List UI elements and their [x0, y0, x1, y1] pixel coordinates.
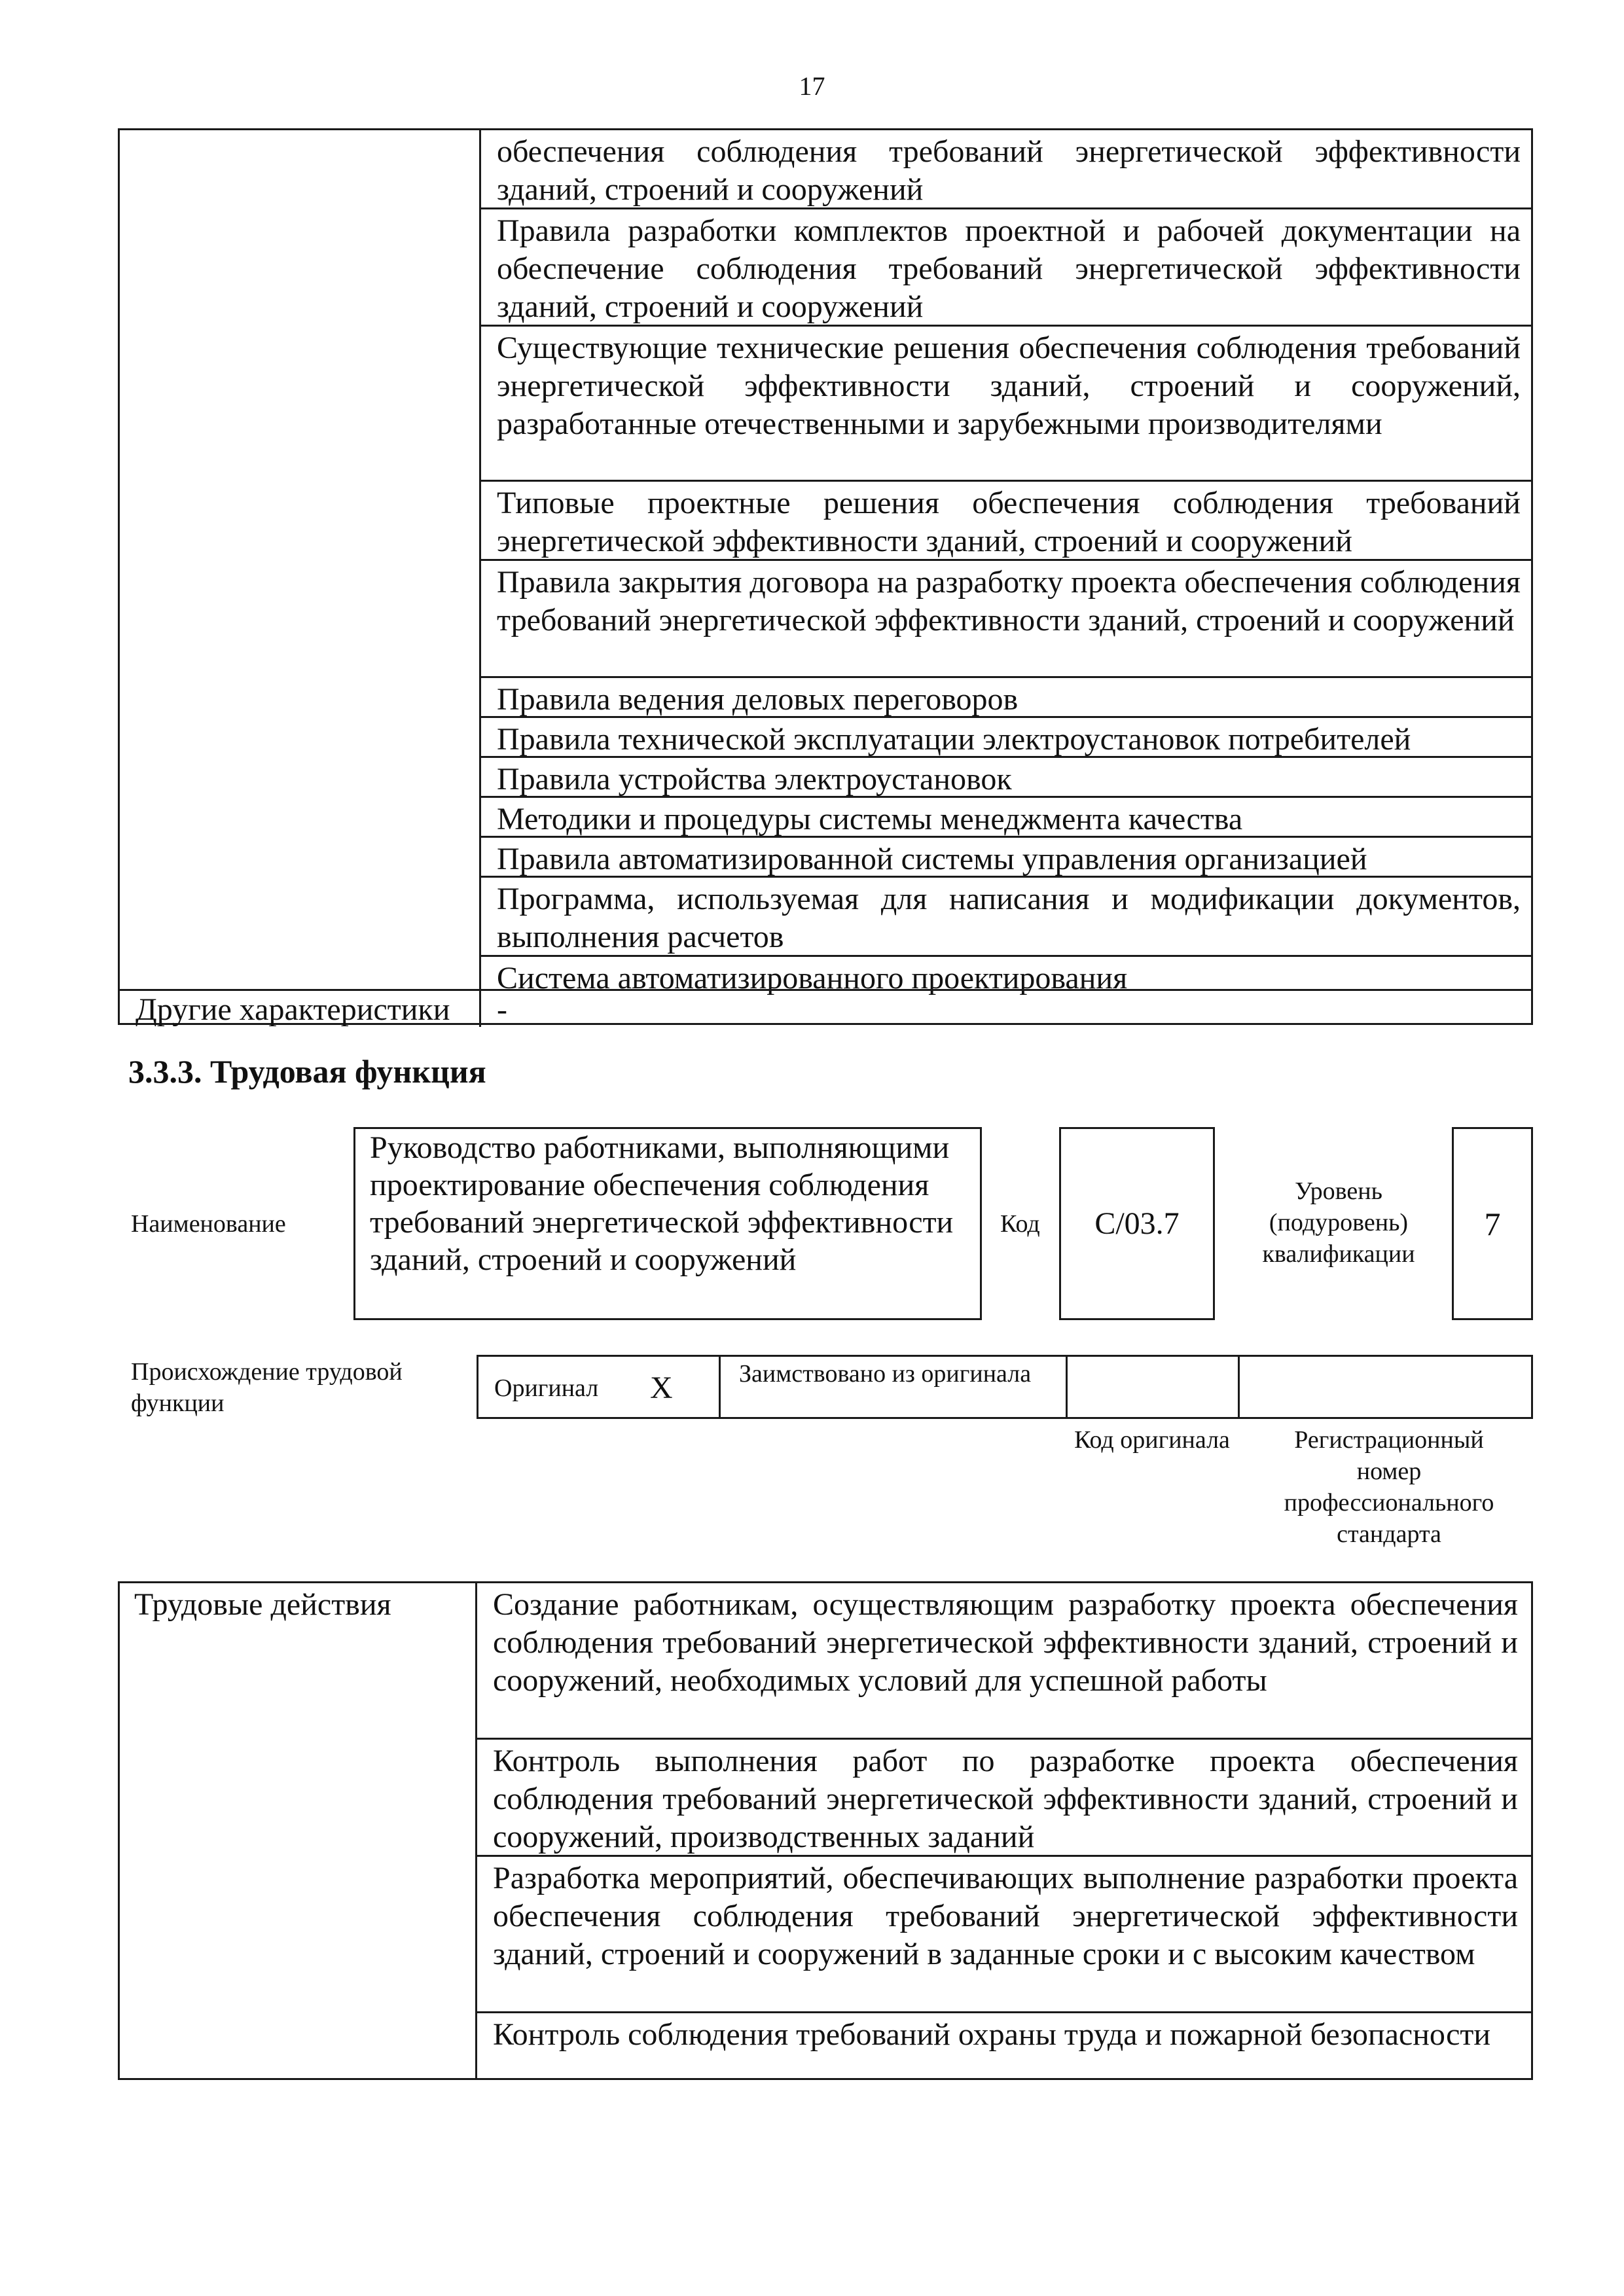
section-heading: 3.3.3. Трудовая функция: [128, 1053, 486, 1090]
table-row: Правила ведения деловых переговоров: [481, 678, 1531, 718]
table-row: Разработка мероприятий, обеспечивающих выполнение разработки проекта обеспечения соблюдения требований энергетической эффективности зданий, строений и сооружений в заданные сроки и с высоким качеством: [477, 1857, 1531, 2013]
actions-table: [118, 1581, 1533, 2080]
registration-number-cell: [1240, 1357, 1531, 1417]
original-code-cell: [1068, 1357, 1240, 1417]
table-row: Методики и процедуры системы менеджмента качества: [481, 798, 1531, 838]
table-row: Правила закрытия договора на разработку проекта обеспечения соблюдения требований энергетической эффективности зданий, строений и сооружений: [481, 561, 1531, 678]
knowledge-table: [118, 128, 1533, 1025]
table-row: Система автоматизированного проектирования: [497, 961, 1128, 996]
original-mark: X: [650, 1371, 673, 1405]
code-value: С/03.7: [1094, 1206, 1180, 1241]
table-row: Существующие технические решения обеспечения соблюдения требований энергетической эффективности зданий, строений и сооружений, разработанные отечественными и зарубежными производителями: [481, 327, 1531, 482]
other-characteristics-label: Другие характеристики: [120, 991, 481, 1027]
code-box: [1059, 1127, 1215, 1320]
code-label: Код: [1000, 1210, 1040, 1238]
actions-rows: [477, 1583, 1531, 2078]
table-row: обеспечения соблюдения требований энергетической эффективности зданий, строений и сооружений: [481, 130, 1531, 209]
name-label: Наименование: [131, 1210, 286, 1238]
table-row: Правила автоматизированной системы управления организацией: [481, 838, 1531, 878]
other-characteristics-value: -: [497, 992, 507, 1027]
other-characteristics-row: [120, 989, 1531, 1027]
table-row: Правила технической эксплуатации электроустановок потребителей: [481, 718, 1531, 758]
level-label: Уровень (подуровень) квалификации: [1262, 1177, 1415, 1268]
table-row: Программа, используемая для написания и модификации документов, выполнения расчетов: [481, 878, 1531, 957]
borrowed-cell: [721, 1357, 1068, 1417]
original-cell: [478, 1357, 721, 1417]
table-row: Создание работникам, осуществляющим разработку проекта обеспечения соблюдения требований энергетической эффективности зданий, строений и сооружений, необходимых условий для успешной работы: [477, 1583, 1531, 1740]
knowledge-label-cell: [120, 130, 481, 989]
level-value: 7: [1484, 1205, 1501, 1242]
table-row: Правила разработки комплектов проектной и рабочей документации на обеспечение соблюдения требований энергетической эффективности зданий, строений и сооружений: [481, 209, 1531, 327]
table-row: Контроль выполнения работ по разработке проекта обеспечения соблюдения требований энергетической эффективности зданий, строений и сооружений, производственных заданий: [477, 1740, 1531, 1857]
knowledge-rows: [481, 130, 1531, 997]
function-name: Руководство работниками, выполняющими проектирование обеспечения соблюдения требований энергетической эффективности зданий, строений и сооружений: [370, 1130, 954, 1277]
table-row: Контроль соблюдения требований охраны труда и пожарной безопасности: [493, 2017, 1491, 2052]
origin-row: [477, 1355, 1533, 1419]
borrowed-label: Заимствовано из оригинала: [739, 1360, 1032, 1388]
table-row: Правила устройства электроустановок: [481, 758, 1531, 798]
registration-caption: Регистрационный номер профессионального стандарта: [1284, 1426, 1494, 1548]
table-row: Типовые проектные решения обеспечения соблюдения требований энергетической эффективности зданий, строений и сооружений: [481, 482, 1531, 561]
function-name-box: [353, 1127, 982, 1320]
level-box: [1452, 1127, 1533, 1320]
code-caption: Код оригинала: [1074, 1426, 1230, 1454]
origin-label: Происхождение трудовой функции: [131, 1358, 403, 1417]
original-label: Оригинал: [494, 1374, 599, 1402]
page-number: 17: [799, 71, 825, 101]
actions-label: Трудовые действия: [120, 1583, 477, 2078]
